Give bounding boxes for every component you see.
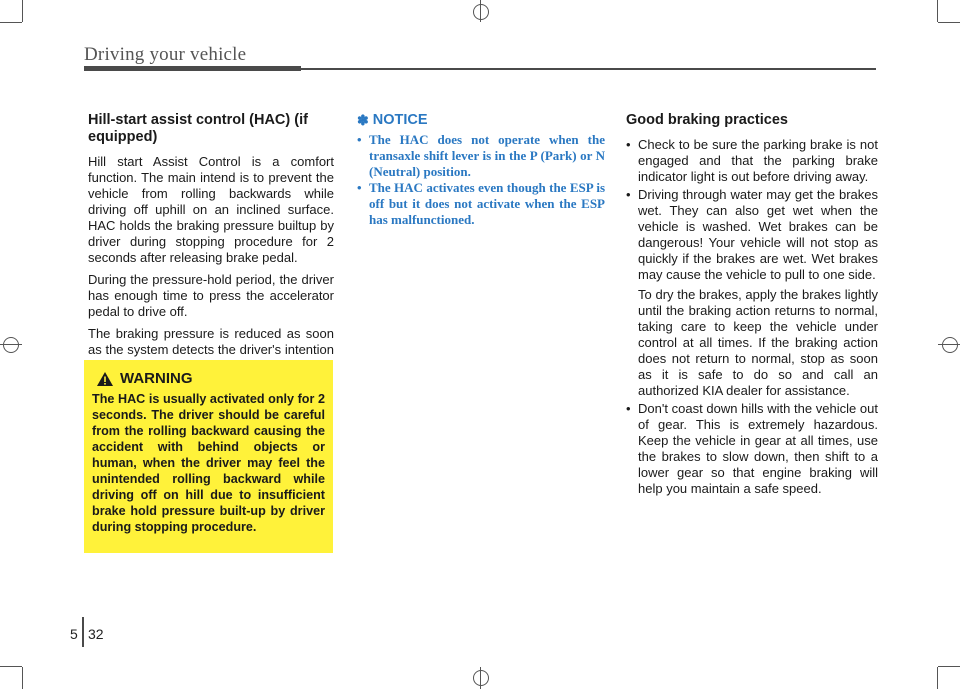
crop-mark <box>22 667 23 689</box>
crop-mark <box>937 667 938 689</box>
list-item <box>626 401 878 497</box>
notice-star-icon: ✽ <box>357 112 369 128</box>
hac-paragraph: Hill start Assist Control is a comfort function. The main intend is to prevent the vehicle from rolling backwards while driving off uphill on an inclined surface. HAC holds the braking pressure builtup by driver during stopping procedure for 2 seconds after releasing brake pedal. <box>88 154 334 265</box>
warning-triangle-icon <box>96 371 114 387</box>
notice-title: NOTICE <box>372 112 428 128</box>
list-item-text: Don't coast down hills with the vehicle out of gear. This is extremely hazardous. Keep the vehicle in gear at all times, use the brakes to slow down, then shift to a lower gear so that engine braking will help you maintain a safe speed. <box>638 401 878 496</box>
braking-heading: Good braking practices <box>626 112 788 128</box>
crop-mark <box>22 0 23 22</box>
registration-mark <box>942 337 958 353</box>
notice-item <box>357 180 605 228</box>
bullet-icon: • <box>357 132 362 147</box>
warning-box <box>84 360 333 553</box>
chapter-number: 5 <box>70 626 78 642</box>
crop-mark <box>938 666 960 667</box>
crop-mark <box>937 0 938 22</box>
bullet-icon: • <box>626 187 631 202</box>
crop-mark <box>938 22 960 23</box>
braking-list <box>626 401 878 497</box>
list-item-subparagraph: To dry the brakes, apply the brakes lightly until the braking action returns to normal, taking care to keep the vehicle under control at all times. If the braking action does not return to normal, stop as soon as it is safe to do so and call an authorized KIA dealer for assistance. <box>638 287 878 398</box>
registration-mark <box>3 337 19 353</box>
bullet-icon: • <box>626 401 631 416</box>
list-item <box>626 137 878 185</box>
right-column <box>626 112 878 499</box>
bullet-icon: • <box>626 137 631 152</box>
registration-mark <box>473 4 489 20</box>
hac-paragraph: During the pressure-hold period, the driver has enough time to press the accelerator pedal to drive off. <box>88 272 334 319</box>
registration-mark <box>473 670 489 686</box>
notice-item-text: The HAC activates even though the ESP is off but it does not activate when the ESP has malfunctioned. <box>369 180 605 227</box>
warning-header <box>96 370 325 387</box>
braking-list <box>626 137 878 283</box>
notice-item-text: The HAC does not operate when the transaxle shift lever is in the P (Park) or N (Neutral) position. <box>369 132 605 179</box>
page-number: 32 <box>88 626 104 642</box>
notice-list <box>357 132 605 228</box>
list-item <box>626 187 878 283</box>
list-item-text: Driving through water may get the brakes wet. They can also get wet when the vehicle is washed. Wet brakes can be dangerous! Your vehicle will not stop as quickly if the brakes are wet. Wet brakes may cause the vehicle to pull to one side. <box>638 187 878 282</box>
header-rule <box>301 68 876 70</box>
crop-mark <box>0 666 22 667</box>
warning-text: The HAC is usually activated only for 2 seconds. The driver should be careful from the rolling backward causing the accident with behind objects or human, when the driver may feel the unintended rolling backward while driving off on hill due to insufficient brake hold pressure built-up by driver during stopping procedure. <box>92 392 325 534</box>
notice-column <box>357 112 605 228</box>
warning-title: WARNING <box>120 370 193 387</box>
left-column <box>88 112 334 380</box>
crop-mark <box>0 22 22 23</box>
list-item-text: Check to be sure the parking brake is not engaged and that the parking brake indicator light is out before driving away. <box>638 137 878 184</box>
header-bar <box>84 66 301 71</box>
notice-item <box>357 132 605 180</box>
page-number-divider <box>82 617 84 647</box>
hac-paragraph: The braking pressure is reduced as soon as the system detects the driver's intention <box>88 326 334 357</box>
hac-heading: Hill-start assist control (HAC) (if equipped) <box>88 112 308 145</box>
bullet-icon: • <box>357 180 362 195</box>
notice-header <box>357 112 605 128</box>
section-title: Driving your vehicle <box>84 44 247 65</box>
